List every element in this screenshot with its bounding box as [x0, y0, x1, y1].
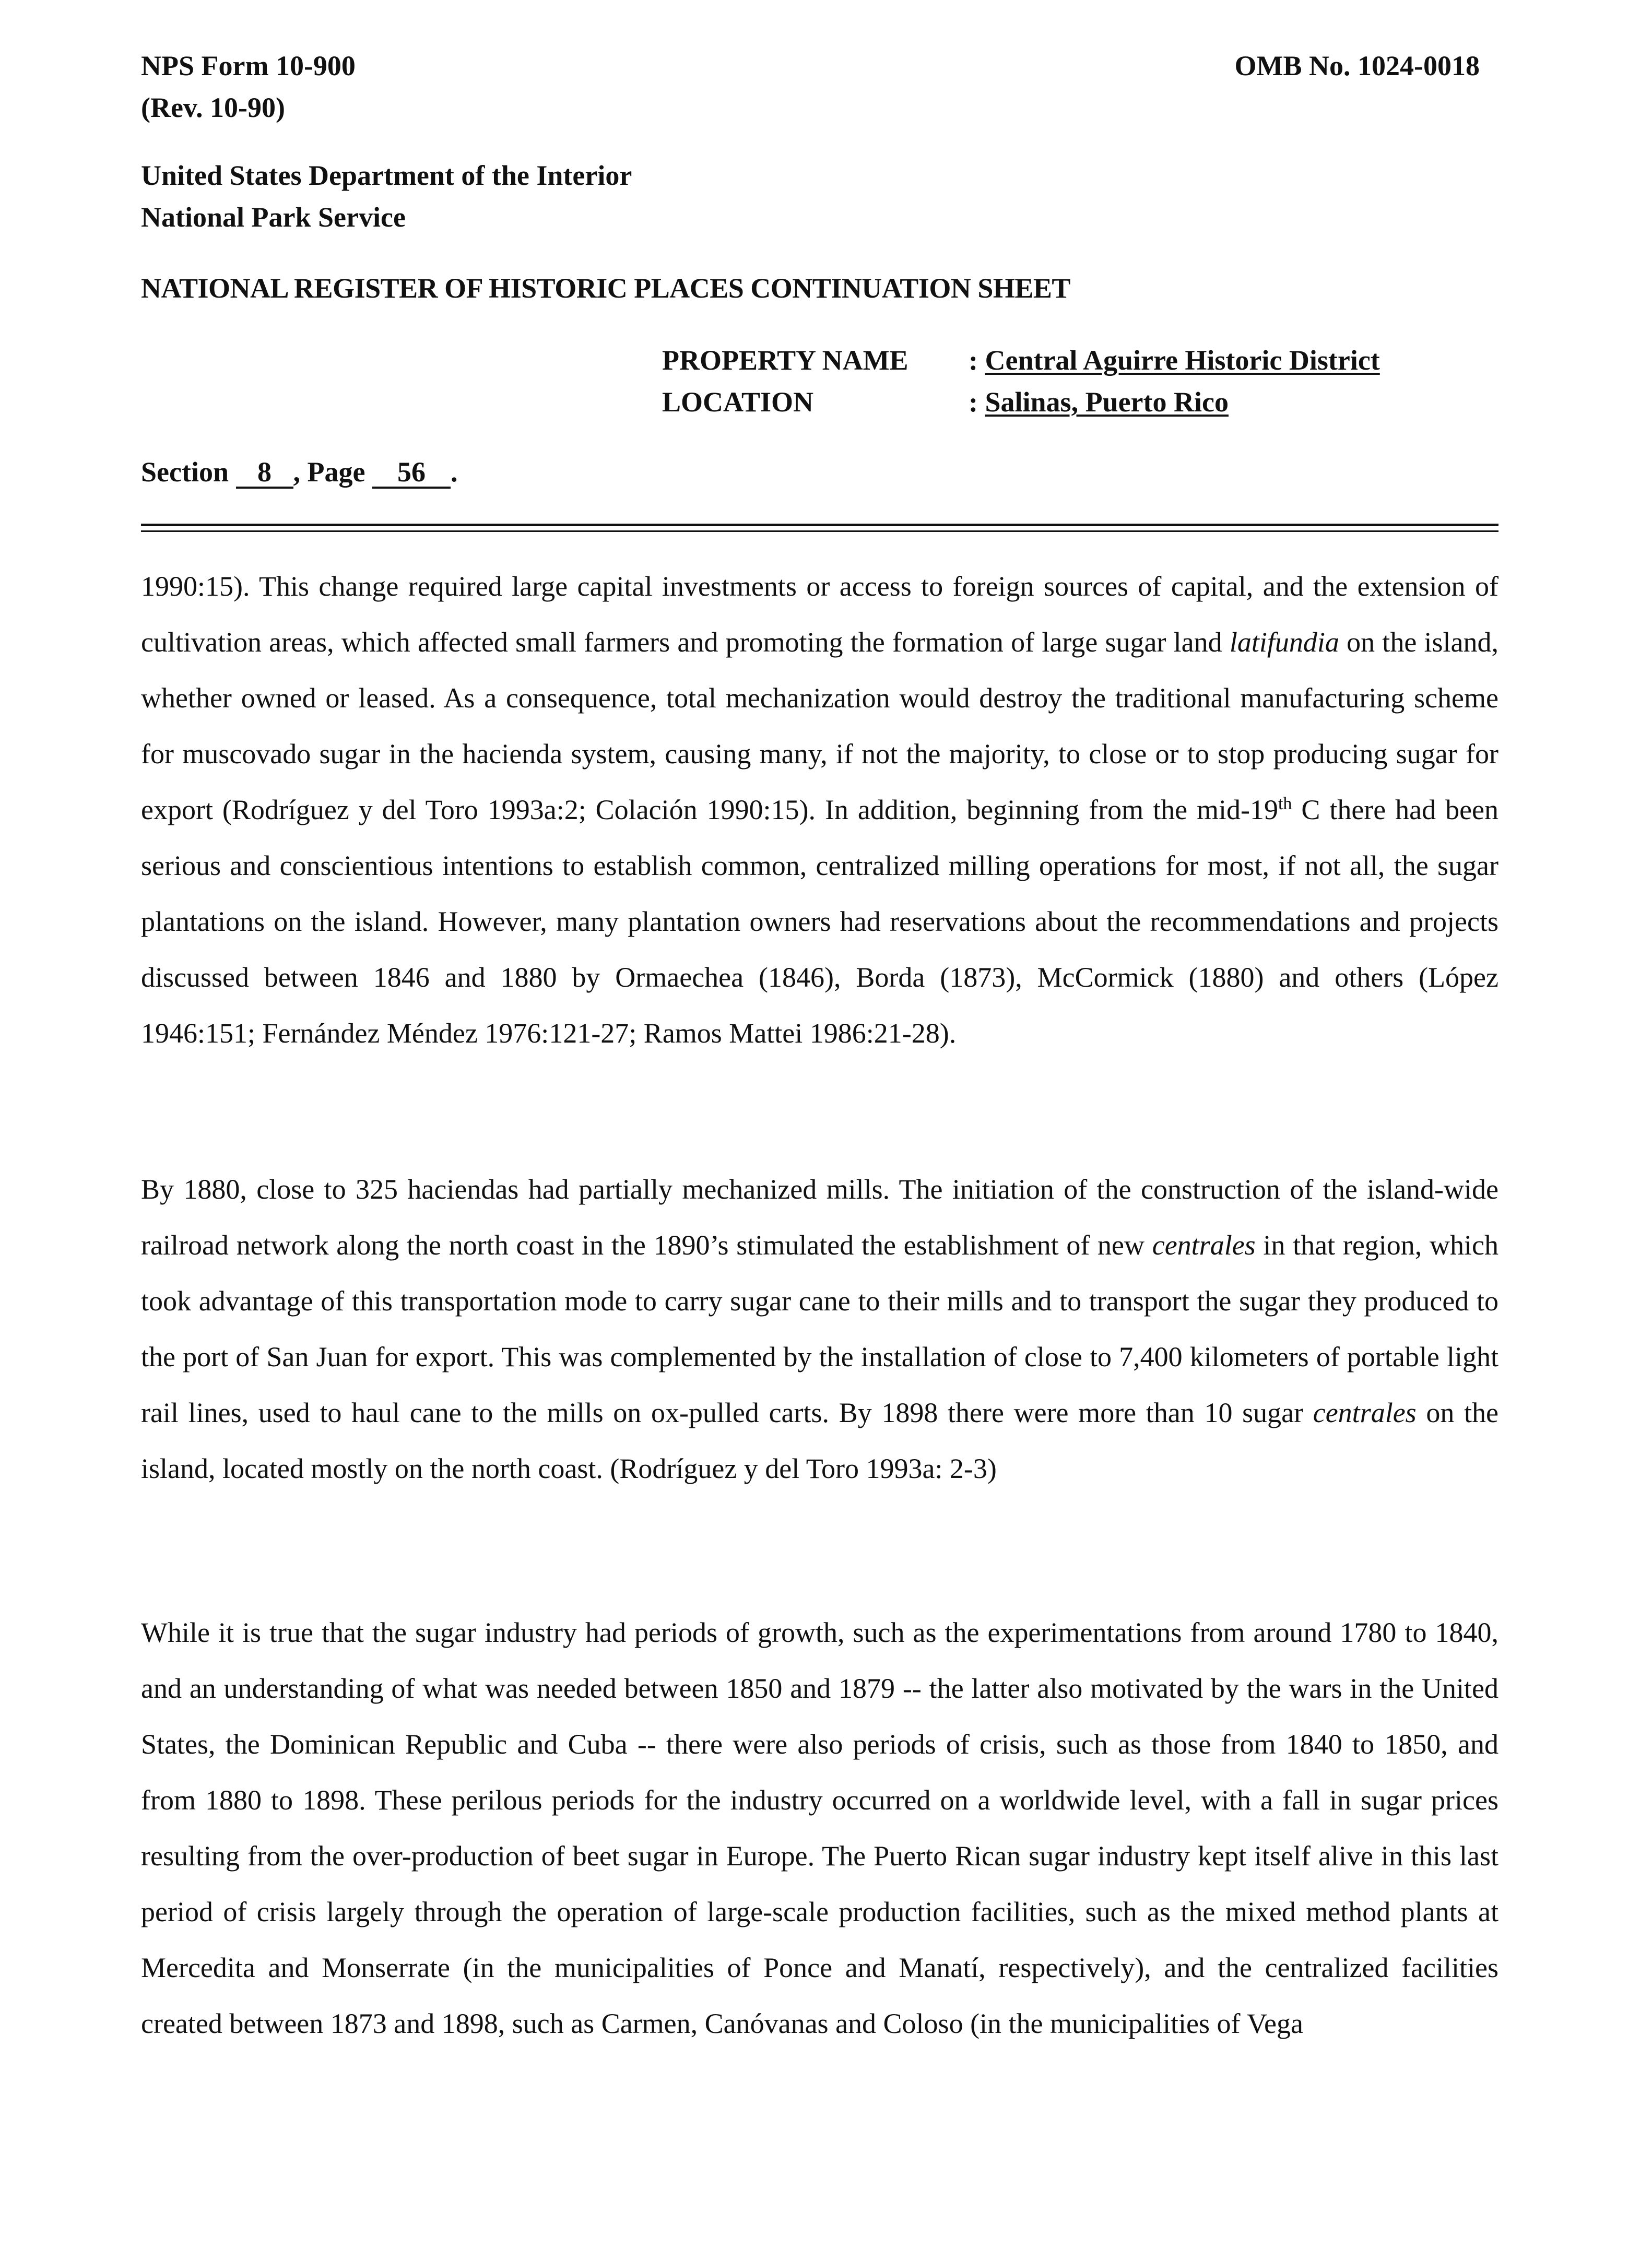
- property-values: [969, 339, 1380, 423]
- location-label: LOCATION: [662, 386, 814, 418]
- property-name-row: [969, 339, 1380, 381]
- p2-italic-term-1: centrales: [1152, 1229, 1256, 1261]
- p1-text-e: C there had been serious and conscientious intentions to establish common, centralized milling operations for most, if not all, the sugar plantations on the island. However, many plantation owners had reservations about the recommendations and projects discussed between 1846 and 1880 by Ormaechea (1846), Borda (1873), McCormick (1880) and others (López 1946:151; Fernández Méndez 1976:121-27; Ramos Mattei 1986:21-28).: [141, 794, 1499, 1049]
- form-identifier: [141, 45, 356, 128]
- p2-text-e: on the island, located mostly on the north coast. (Rodríguez y del Toro 1993a: 2-3): [141, 1397, 1498, 1484]
- p1-text-a: 1990:15). This change required large capital investments or access to foreign sources of capital, and the extension of cultivation areas, which affected small farmers and promoting the formation of large sugar land: [141, 571, 1498, 658]
- form-number: NPS Form 10-900: [141, 50, 356, 81]
- location-value: Salinas, Puerto Rico: [985, 386, 1229, 418]
- p2-italic-term-2: centrales: [1313, 1397, 1417, 1428]
- property-name-separator: :: [969, 345, 978, 376]
- divider-bottom-line: [141, 530, 1498, 532]
- form-revision: (Rev. 10-90): [141, 92, 285, 123]
- page-label: Page: [307, 456, 365, 488]
- p1-text-c: on the island, whether owned or leased. As a consequence, total mechanization would destroy the traditional manufacturing scheme for muscovado sugar in the hacienda system, causing many, if not the majority, to close or to stop producing sugar for export (Rodríguez y del Toro 1993a:2; Colación 1990:15). In addition, beginning from the mid-19: [141, 626, 1498, 825]
- omb-number: OMB No. 1024-0018: [1234, 50, 1480, 81]
- service-name: National Park Service: [141, 202, 406, 233]
- department-name: United States Department of the Interior: [141, 160, 632, 191]
- property-labels: [662, 339, 908, 423]
- location-separator: :: [969, 386, 978, 418]
- p2-text-c: in that region, which took advantage of this transportation mode to carry sugar cane to their mills and to transport the sugar they produced to the port of San Juan for export. This was complemented by the installation of close to 7,400 kilometers of portable light rail lines, used to haul cane to the mills on ox-pulled carts. By 1898 there were more than 10 sugar: [141, 1229, 1498, 1428]
- body-paragraph-2: [141, 1162, 1498, 1497]
- sheet-title: NATIONAL REGISTER OF HISTORIC PLACES CONTINUATION SHEET: [141, 273, 1070, 304]
- agency-block: [141, 155, 632, 238]
- property-name-value: Central Aguirre Historic District: [985, 345, 1380, 376]
- p2-text-a: By 1880, close to 325 haciendas had partially mechanized mills. The initiation of the construction of the island-wide railroad network along the north coast in the 1890’s stimulated the establishment of new: [141, 1174, 1498, 1261]
- p1-superscript: th: [1278, 794, 1292, 813]
- section-page-line: Section 8 , Page 56 .: [141, 456, 458, 488]
- section-label: Section: [141, 456, 229, 488]
- section-number: 8: [236, 457, 293, 489]
- property-name-label: PROPERTY NAME: [662, 345, 908, 376]
- page-number: 56: [372, 457, 451, 489]
- divider-top-line: [141, 524, 1498, 526]
- p1-italic-term: latifundia: [1229, 626, 1339, 658]
- location-row: [969, 381, 1380, 423]
- body-paragraph-1: [141, 559, 1498, 1061]
- body-paragraph-3: While it is true that the sugar industry had periods of growth, such as the experimentations from around 1780 to 1840, and an understanding of what was needed between 1850 and 1879 -- the latter also motivated by the wars in the United States, the Dominican Republic and Cuba -- there were also periods of crisis, such as those from 1840 to 1850, and from 1880 to 1898. These perilous periods for the industry occurred on a worldwide level, with a fall in sugar prices resulting from the over-production of beet sugar in Europe. The Puerto Rican sugar industry kept itself alive in this last period of crisis largely through the operation of large-scale production facilities, such as the mixed method plants at Mercedita and Monserrate (in the municipalities of Ponce and Manatí, respectively), and the centralized facilities created between 1873 and 1898, such as Carmen, Canóvanas and Coloso (in the municipalities of Vega: [141, 1617, 1498, 2039]
